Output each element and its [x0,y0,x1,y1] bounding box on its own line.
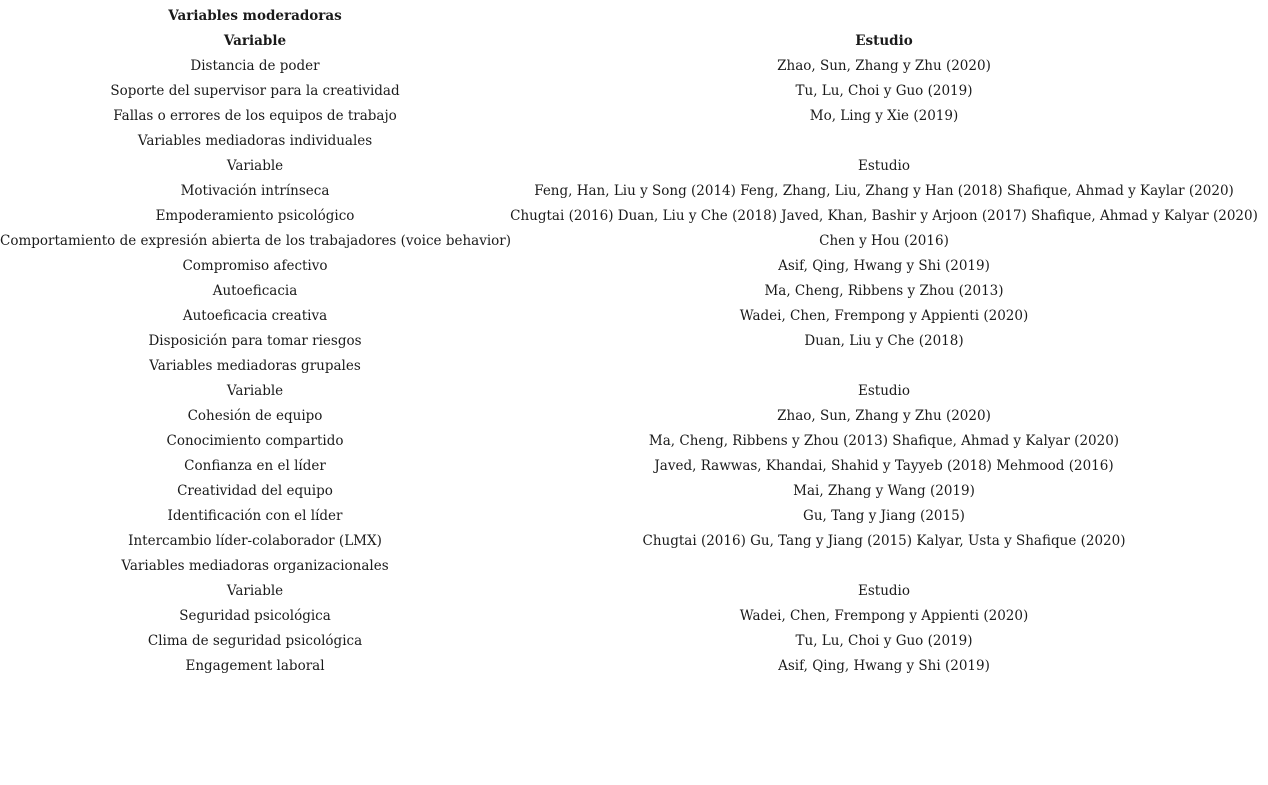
study-cell: Asif, Qing, Hwang y Shi (2019) [778,258,990,274]
study-cell: Feng, Han, Liu y Song (2014) Feng, Zhang, Liu, Zhang y Han (2018) Shafique, Ahmad y Kaylar (2020) [534,183,1234,199]
variable-cell: Comportamiento de expresión abierta de los trabajadores (voice behavior) [0,233,512,249]
section-heading: Variables moderadoras [168,8,342,24]
column-header-row [0,579,1268,604]
table-row [0,79,1268,104]
table-row [0,479,1268,504]
table-row [0,54,1268,79]
study-column-header: Estudio [858,583,910,599]
study-column-header: Estudio [858,383,910,399]
variable-cell: Distancia de poder [190,58,320,74]
table-row [0,179,1268,204]
study-cell: Ma, Cheng, Ribbens y Zhou (2013) [764,283,1004,299]
variable-cell: Autoeficacia creativa [182,308,328,324]
study-cell: Wadei, Chen, Frempong y Appienti (2020) [739,308,1029,324]
study-cell: Chugtai (2016) Duan, Liu y Che (2018) Javed, Khan, Bashir y Arjoon (2017) Shafique, Ahmad y Kalyar (2020) [510,208,1258,224]
variable-cell: Intercambio líder-colaborador (LMX) [128,533,382,549]
study-column-header: Estudio [855,33,913,49]
table-row [0,104,1268,129]
table-row [0,429,1268,454]
variable-cell: Empoderamiento psicológico [155,208,355,224]
study-cell: Mo, Ling y Xie (2019) [809,108,959,124]
table-row [0,604,1268,629]
table-row [0,204,1268,229]
table-row [0,229,1268,254]
section-heading: Variables mediadoras organizacionales [121,558,389,574]
study-cell: Mai, Zhang y Wang (2019) [793,483,975,499]
table-row [0,529,1268,554]
section-heading-row [0,554,1268,579]
variable-cell: Clima de seguridad psicológica [147,633,363,649]
variables-table [0,4,1268,679]
variable-column-header: Variable [226,383,284,399]
study-cell: Tu, Lu, Choi y Guo (2019) [795,633,973,649]
section-heading-row [0,4,1268,29]
study-cell: Asif, Qing, Hwang y Shi (2019) [778,658,990,674]
study-column-header: Estudio [858,158,910,174]
study-cell: Ma, Cheng, Ribbens y Zhou (2013) Shafique, Ahmad y Kalyar (2020) [648,433,1120,449]
table-row [0,279,1268,304]
variable-cell: Autoeficacia [212,283,298,299]
study-cell: Zhao, Sun, Zhang y Zhu (2020) [777,58,991,74]
study-cell: Gu, Tang y Jiang (2015) [803,508,965,524]
section-heading-row [0,354,1268,379]
section-heading: Variables mediadoras individuales [137,133,373,149]
variable-column-header: Variable [223,33,287,49]
section-heading: Variables mediadoras grupales [149,358,361,374]
variable-cell: Creatividad del equipo [177,483,333,499]
table-row [0,629,1268,654]
variable-cell: Disposición para tomar riesgos [148,333,362,349]
variable-column-header: Variable [226,158,284,174]
variable-cell: Fallas o errores de los equipos de trabajo [113,108,397,124]
variable-column-header: Variable [226,583,284,599]
table-row [0,654,1268,679]
variable-cell: Soporte del supervisor para la creatividad [110,83,400,99]
study-cell: Duan, Liu y Che (2018) [804,333,964,349]
variable-cell: Identificación con el líder [167,508,343,524]
table-row [0,454,1268,479]
table-row [0,254,1268,279]
table-row [0,304,1268,329]
study-cell: Chen y Hou (2016) [819,233,949,249]
variable-cell: Motivación intrínseca [180,183,330,199]
section-heading-row [0,129,1268,154]
column-header-row [0,29,1268,54]
variable-cell: Seguridad psicológica [179,608,331,624]
study-cell: Wadei, Chen, Frempong y Appienti (2020) [739,608,1029,624]
table-row [0,404,1268,429]
column-header-row [0,379,1268,404]
study-cell: Javed, Rawwas, Khandai, Shahid y Tayyeb (2018) Mehmood (2016) [654,458,1114,474]
column-header-row [0,154,1268,179]
table-row [0,329,1268,354]
variable-cell: Conocimiento compartido [166,433,344,449]
variable-cell: Cohesión de equipo [187,408,323,424]
variable-cell: Confianza en el líder [184,458,326,474]
study-cell: Zhao, Sun, Zhang y Zhu (2020) [777,408,991,424]
study-cell: Tu, Lu, Choi y Guo (2019) [795,83,973,99]
variable-cell: Compromiso afectivo [182,258,328,274]
study-cell: Chugtai (2016) Gu, Tang y Jiang (2015) Kalyar, Usta y Shafique (2020) [642,533,1126,549]
variable-cell: Engagement laboral [185,658,325,674]
table-row [0,504,1268,529]
